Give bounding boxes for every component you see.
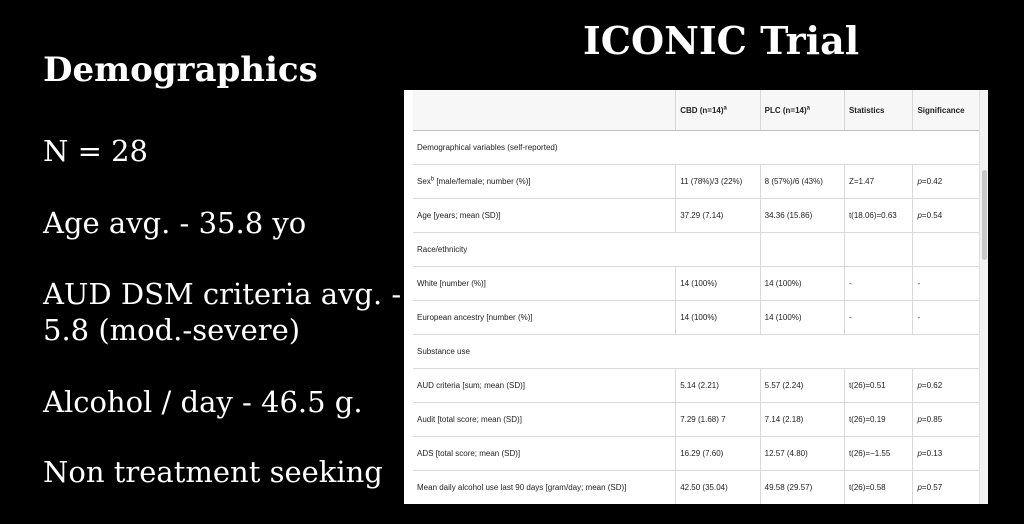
empty-cell [844,233,913,267]
header-plc [760,90,844,131]
stat-age: Age avg. - 35.8 yo [43,206,307,240]
table-row [413,199,981,233]
scrollbar-thumb[interactable] [982,170,987,260]
cell-cbd: 37.29 (7.14) [676,199,760,233]
stat-aud-line2: 5.8 (mod.-severe) [43,313,301,347]
cell-stat: t(26)=0.58 [844,471,913,505]
sex-label-pre: Sex [417,177,431,186]
header-cbd-label: CBD (n=14) [680,105,724,115]
section-row [413,131,981,165]
cell-sig: - [913,301,981,335]
p-value: =0.85 [921,415,943,424]
cell-stat: - [844,301,913,335]
section-demographics: Demographical variables (self-reported) [413,131,981,165]
slide-title: ICONIC Trial [583,18,860,63]
section-row [413,335,981,369]
table-row [413,301,981,335]
p-letter: p [917,483,922,492]
cell-stat: t(26)=0.19 [844,403,913,437]
header-cbd [676,90,760,131]
p-value: =0.13 [921,449,943,458]
p-letter: p [917,415,922,424]
header-plc-sup: a [806,104,810,111]
stat-treatment: Non treatment seeking [43,455,383,489]
table-row [413,437,981,471]
row-label: ADS [total score; mean (SD)] [413,437,676,471]
row-label: AUD criteria [sum; mean (SD)] [413,369,676,403]
header-significance: Significance [913,90,981,131]
table-scrollbar[interactable] [979,90,988,504]
cell-plc: 49.58 (29.57) [760,471,844,505]
cell-cbd: 11 (78%)/3 (22%) [676,165,760,199]
p-letter: p [917,381,922,390]
header-variable [413,90,676,131]
row-label: White [number (%)] [413,267,676,301]
cell-cbd: 14 (100%) [676,267,760,301]
header-statistics: Statistics [844,90,913,131]
section-race: Race/ethnicity [413,233,676,267]
table-screenshot [404,90,988,504]
p-letter: p [917,449,922,458]
table-row [413,403,981,437]
sex-label-post: [male/female; number (%)] [434,177,531,186]
cell-sig [913,471,981,505]
stat-aud-criteria [43,276,401,348]
cell-sig [913,199,981,233]
cell-plc: 12.57 (4.80) [760,437,844,471]
table-row [413,369,981,403]
table-row [413,471,981,505]
row-label: European ancestry [number (%)] [413,301,676,335]
cell-stat: Z=1.47 [844,165,913,199]
row-label: Age [years; mean (SD)] [413,199,676,233]
cell-cbd: 16.29 (7.60) [676,437,760,471]
demographics-heading: Demographics [43,50,318,90]
cell-sig [913,369,981,403]
cell-stat: t(18.06)=0.63 [844,199,913,233]
sex-label-sup: b [430,176,435,183]
stat-alcohol: Alcohol / day - 46.5 g. [43,385,363,419]
row-label: Audit [total score; mean (SD)] [413,403,676,437]
table-row [413,165,981,199]
cell-stat: t(26)=−1.55 [844,437,913,471]
cell-plc: 14 (100%) [760,301,844,335]
cell-sig: - [913,267,981,301]
cell-cbd: 42.50 (35.04) [676,471,760,505]
header-cbd-sup: a [723,104,727,111]
cell-cbd: 7.29 (1.68) 7 [676,403,760,437]
empty-cell [676,233,760,267]
row-label [413,165,676,199]
section-row [413,233,981,267]
p-letter: p [917,211,922,220]
demographics-table [413,90,981,504]
cell-plc: 14 (100%) [760,267,844,301]
cell-sig [913,165,981,199]
cell-plc: 5.57 (2.24) [760,369,844,403]
cell-stat: t(26)=0.51 [844,369,913,403]
p-value: =0.54 [921,211,943,220]
cell-cbd: 14 (100%) [676,301,760,335]
cell-plc: 34.36 (15.86) [760,199,844,233]
header-plc-label: PLC (n=14) [764,105,807,115]
table-row [413,267,981,301]
cell-sig [913,403,981,437]
cell-plc: 7.14 (2.18) [760,403,844,437]
cell-sig [913,437,981,471]
p-value: =0.42 [921,177,943,186]
row-label: Mean daily alcohol use last 90 days [gram/day; mean (SD)] [413,471,676,505]
table-header-row [413,90,981,131]
section-substance: Substance use [413,335,981,369]
cell-stat: - [844,267,913,301]
empty-cell [913,233,981,267]
p-value: =0.57 [921,483,943,492]
p-value: =0.62 [921,381,943,390]
p-letter: p [917,177,922,186]
cell-plc: 8 (57%)/6 (43%) [760,165,844,199]
cell-cbd: 5.14 (2.21) [676,369,760,403]
empty-cell [760,233,844,267]
stat-n: N = 28 [43,134,149,168]
stat-aud-line1: AUD DSM criteria avg. - [43,277,402,311]
